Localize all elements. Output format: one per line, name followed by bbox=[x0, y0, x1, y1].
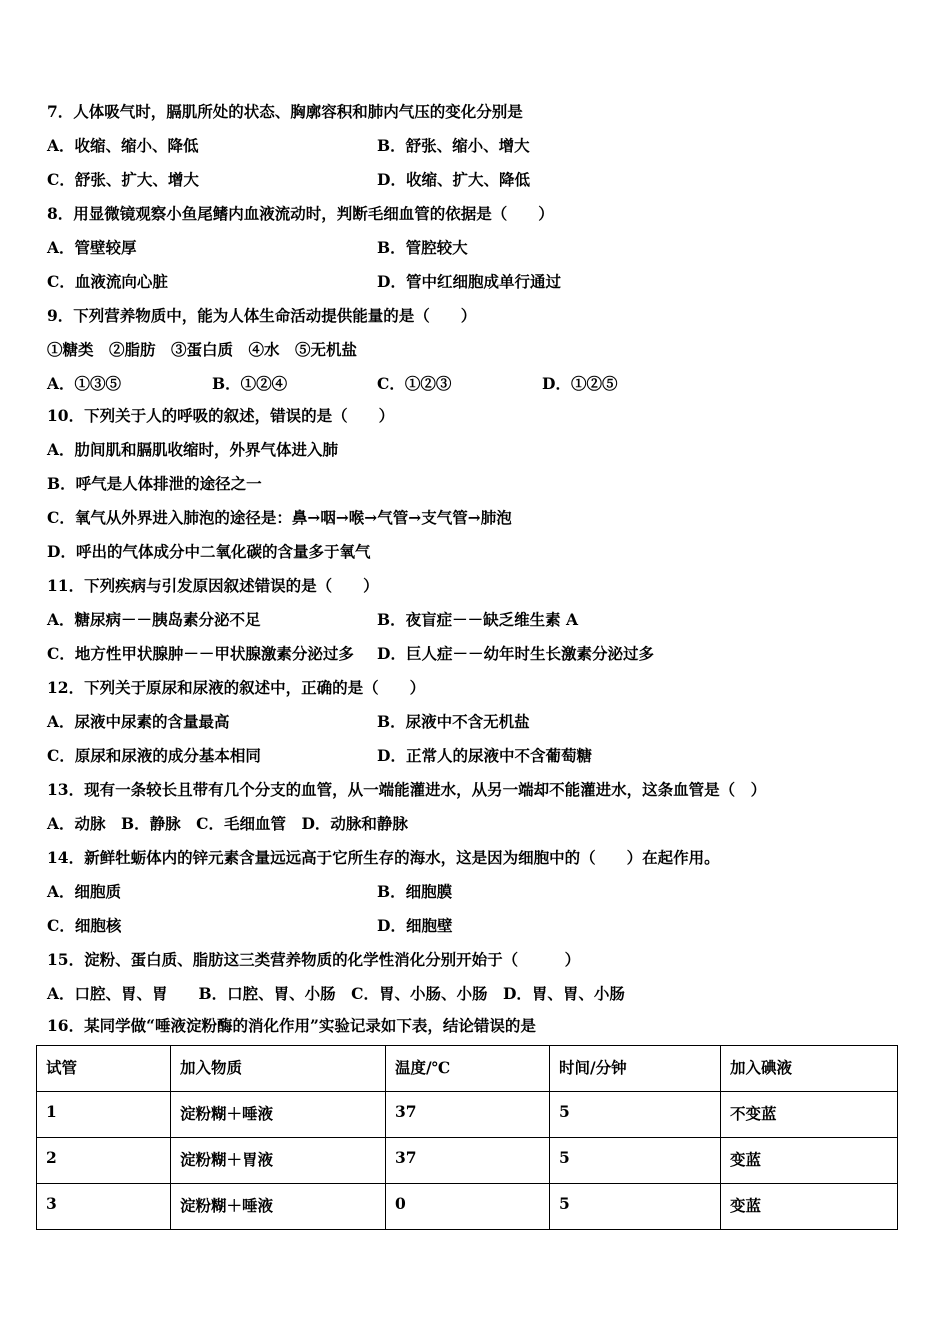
experiment-table bbox=[36, 1045, 898, 1230]
q11-option-b[interactable]: B．夜盲症－－缺乏维生素 A bbox=[377, 610, 579, 629]
table-cell: 0 bbox=[386, 1184, 550, 1230]
q7-option-d[interactable]: D．收缩、扩大、降低 bbox=[377, 170, 530, 189]
q11-option-d[interactable]: D．巨人症－－幼年时生长激素分泌过多 bbox=[377, 644, 654, 663]
table-cell: 变蓝 bbox=[721, 1184, 898, 1230]
table-cell: 不变蓝 bbox=[721, 1092, 898, 1138]
table-row bbox=[37, 1184, 898, 1230]
q10-option-d[interactable]: D．呼出的气体成分中二氧化碳的含量多于氧气 bbox=[47, 542, 371, 561]
question-16-stem: 16．某同学做“唾液淀粉酶的消化作用”实验记录如下表，结论错误的是 bbox=[47, 1016, 536, 1035]
table-cell: 淀粉糊＋唾液 bbox=[171, 1092, 386, 1138]
q8-option-b[interactable]: B．管腔较大 bbox=[377, 238, 468, 257]
question-14-stem: 14．新鲜牡蛎体内的锌元素含量远远高于它所生存的海水，这是因为细胞中的（ ）在起作用。 bbox=[47, 848, 720, 867]
table-header-cell: 时间/分钟 bbox=[550, 1046, 721, 1092]
q9-option-b[interactable]: B．①②④ bbox=[212, 374, 288, 393]
q9-option-c[interactable]: C．①②③ bbox=[377, 374, 452, 393]
table-header-row bbox=[37, 1046, 898, 1092]
table-cell: 淀粉糊＋胃液 bbox=[171, 1138, 386, 1184]
q14-option-a[interactable]: A．细胞质 bbox=[47, 882, 122, 901]
question-12-stem: 12．下列关于原尿和尿液的叙述中，正确的是（ ） bbox=[47, 678, 426, 697]
question-11-stem: 11．下列疾病与引发原因叙述错误的是（ ） bbox=[47, 576, 379, 595]
table-cell: 5 bbox=[550, 1092, 721, 1138]
q8-option-c[interactable]: C．血液流向心脏 bbox=[47, 272, 168, 291]
q12-option-a[interactable]: A．尿液中尿素的含量最高 bbox=[47, 712, 230, 731]
q8-option-a[interactable]: A．管壁较厚 bbox=[47, 238, 137, 257]
q9-option-d[interactable]: D．①②⑤ bbox=[542, 374, 618, 393]
q12-option-d[interactable]: D．正常人的尿液中不含葡萄糖 bbox=[377, 746, 592, 765]
table-header-cell: 温度/℃ bbox=[386, 1046, 550, 1092]
q14-option-b[interactable]: B．细胞膜 bbox=[377, 882, 453, 901]
question-15-stem: 15．淀粉、蛋白质、脂肪这三类营养物质的化学性消化分别开始于（ ） bbox=[47, 950, 581, 969]
table-cell: 3 bbox=[37, 1184, 171, 1230]
question-10-stem: 10．下列关于人的呼吸的叙述，错误的是（ ） bbox=[47, 406, 395, 425]
q12-option-c[interactable]: C．原尿和尿液的成分基本相同 bbox=[47, 746, 261, 765]
table-row bbox=[37, 1092, 898, 1138]
table-cell: 淀粉糊＋唾液 bbox=[171, 1184, 386, 1230]
q9-items: ①糖类 ②脂肪 ③蛋白质 ④水 ⑤无机盐 bbox=[47, 340, 358, 359]
question-8-stem: 8．用显微镜观察小鱼尾鳍内血液流动时，判断毛细血管的依据是（ ） bbox=[47, 204, 554, 223]
q9-option-a[interactable]: A．①③⑤ bbox=[47, 374, 122, 393]
q15-options[interactable]: A．口腔、胃、胃 B．口腔、胃、小肠 C．胃、小肠、小肠 D．胃、胃、小肠 bbox=[47, 984, 625, 1003]
question-9-stem: 9．下列营养物质中，能为人体生命活动提供能量的是（ ） bbox=[47, 306, 477, 325]
q11-option-c[interactable]: C．地方性甲状腺肿－－甲状腺激素分泌过多 bbox=[47, 644, 354, 663]
q13-options[interactable]: A．动脉 B．静脉 C．毛细血管 D．动脉和静脉 bbox=[47, 814, 408, 833]
table-cell: 1 bbox=[37, 1092, 171, 1138]
table-cell: 2 bbox=[37, 1138, 171, 1184]
table-cell: 变蓝 bbox=[721, 1138, 898, 1184]
q10-option-a[interactable]: A．肋间肌和膈肌收缩时，外界气体进入肺 bbox=[47, 440, 339, 459]
q14-option-c[interactable]: C．细胞核 bbox=[47, 916, 122, 935]
q12-option-b[interactable]: B．尿液中不含无机盐 bbox=[377, 712, 530, 731]
q10-option-b[interactable]: B．呼气是人体排泄的途径之一 bbox=[47, 474, 262, 493]
q10-option-c[interactable]: C．氧气从外界进入肺泡的途径是：鼻→咽→喉→气管→支气管→肺泡 bbox=[47, 508, 512, 527]
q14-option-d[interactable]: D．细胞壁 bbox=[377, 916, 453, 935]
q8-option-d[interactable]: D．管中红细胞成单行通过 bbox=[377, 272, 561, 291]
question-7-stem: 7．人体吸气时，膈肌所处的状态、胸廓容积和肺内气压的变化分别是 bbox=[47, 102, 523, 121]
table-cell: 37 bbox=[386, 1138, 550, 1184]
q7-option-b[interactable]: B．舒张、缩小、增大 bbox=[377, 136, 530, 155]
table-header-cell: 试管 bbox=[37, 1046, 171, 1092]
q7-option-a[interactable]: A．收缩、缩小、降低 bbox=[47, 136, 199, 155]
table-row bbox=[37, 1138, 898, 1184]
q7-option-c[interactable]: C．舒张、扩大、增大 bbox=[47, 170, 199, 189]
q11-option-a[interactable]: A．糖尿病－－胰岛素分泌不足 bbox=[47, 610, 261, 629]
table-cell: 5 bbox=[550, 1138, 721, 1184]
question-13-stem: 13．现有一条较长且带有几个分支的血管，从一端能灌进水，从另一端却不能灌进水，这条血管是（ ） bbox=[47, 780, 767, 799]
table-header-cell: 加入物质 bbox=[171, 1046, 386, 1092]
table-cell: 37 bbox=[386, 1092, 550, 1138]
table-header-cell: 加入碘液 bbox=[721, 1046, 898, 1092]
table-cell: 5 bbox=[550, 1184, 721, 1230]
